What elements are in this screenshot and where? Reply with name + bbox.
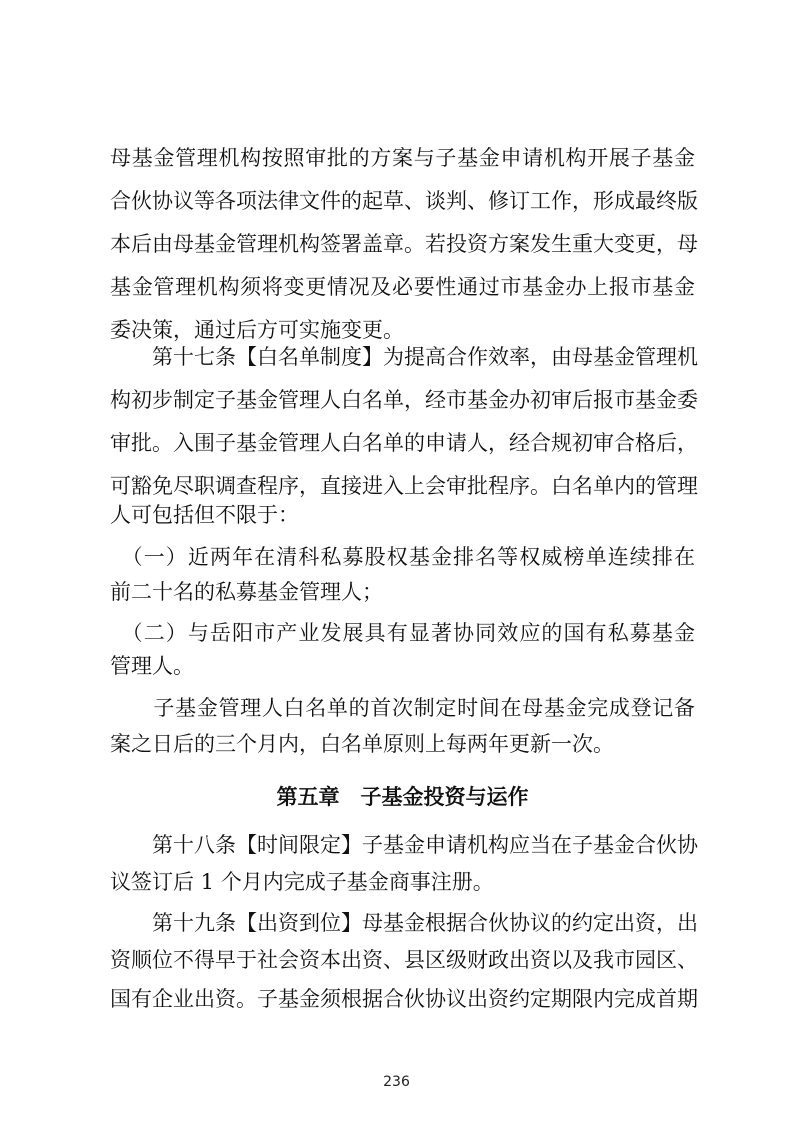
whitelist-timing-line: 子基金管理人白名单的首次制定时间在母基金完成登记备 — [110, 696, 695, 720]
article-18-line: 第十八条【时间限定】子基金申请机构应当在子基金合伙协 — [110, 833, 698, 857]
article-19-line: 资顺位不得早于社会资本出资、县区级财政出资以及我市园区、 — [110, 948, 698, 972]
paragraph-1-line: 母基金管理机构按照审批的方案与子基金申请机构开展子基金 — [110, 146, 695, 170]
whitelist-timing-line: 案之日后的三个月内，白名单原则上每两年更新一次。 — [110, 732, 614, 756]
article-18-line: 议签订后 1 个月内完成子基金商事注册。 — [110, 870, 494, 894]
paragraph-1-line: 合伙协议等各项法律文件的起草、谈判、修订工作，形成最终版 — [110, 189, 698, 213]
article-17-line: 人可包括但不限于： — [110, 503, 299, 527]
article-17-line: 第十七条【白名单制度】为提高合作效率，由母基金管理机 — [110, 345, 698, 369]
item-1-line: （一）近两年在清科私募股权基金排名等权威榜单连续排在 — [110, 545, 695, 569]
article-19-line: 国有企业出资。子基金须根据合伙协议出资约定期限内完成首期 — [110, 987, 698, 1011]
paragraph-1-line: 委决策，通过后方可实施变更。 — [110, 318, 404, 342]
article-19-line: 第十九条【出资到位】母基金根据合伙协议的约定出资，出 — [110, 911, 698, 935]
item-2-line: 管理人。 — [110, 654, 194, 678]
article-17-line: 可豁免尽职调查程序，直接进入上会审批程序。白名单内的管理 — [110, 474, 698, 498]
item-2-line: （二）与岳阳市产业发展具有显著协同效应的国有私募基金 — [110, 621, 695, 645]
item-1-line: 前二十名的私募基金管理人； — [110, 580, 383, 604]
chapter-heading: 第五章 子基金投资与运作 — [276, 785, 529, 809]
article-17-line: 构初步制定子基金管理人白名单，经市基金办初审后报市基金委 — [110, 388, 698, 412]
article-17-line: 审批。入围子基金管理人白名单的申请人，经合规初审合格后， — [110, 431, 698, 455]
paragraph-1-line: 基金管理机构须将变更情况及必要性通过市基金办上报市基金 — [110, 275, 695, 299]
page-number: 236 — [383, 1074, 410, 1090]
paragraph-1-line: 本后由母基金管理机构签署盖章。若投资方案发生重大变更，母 — [110, 232, 698, 256]
